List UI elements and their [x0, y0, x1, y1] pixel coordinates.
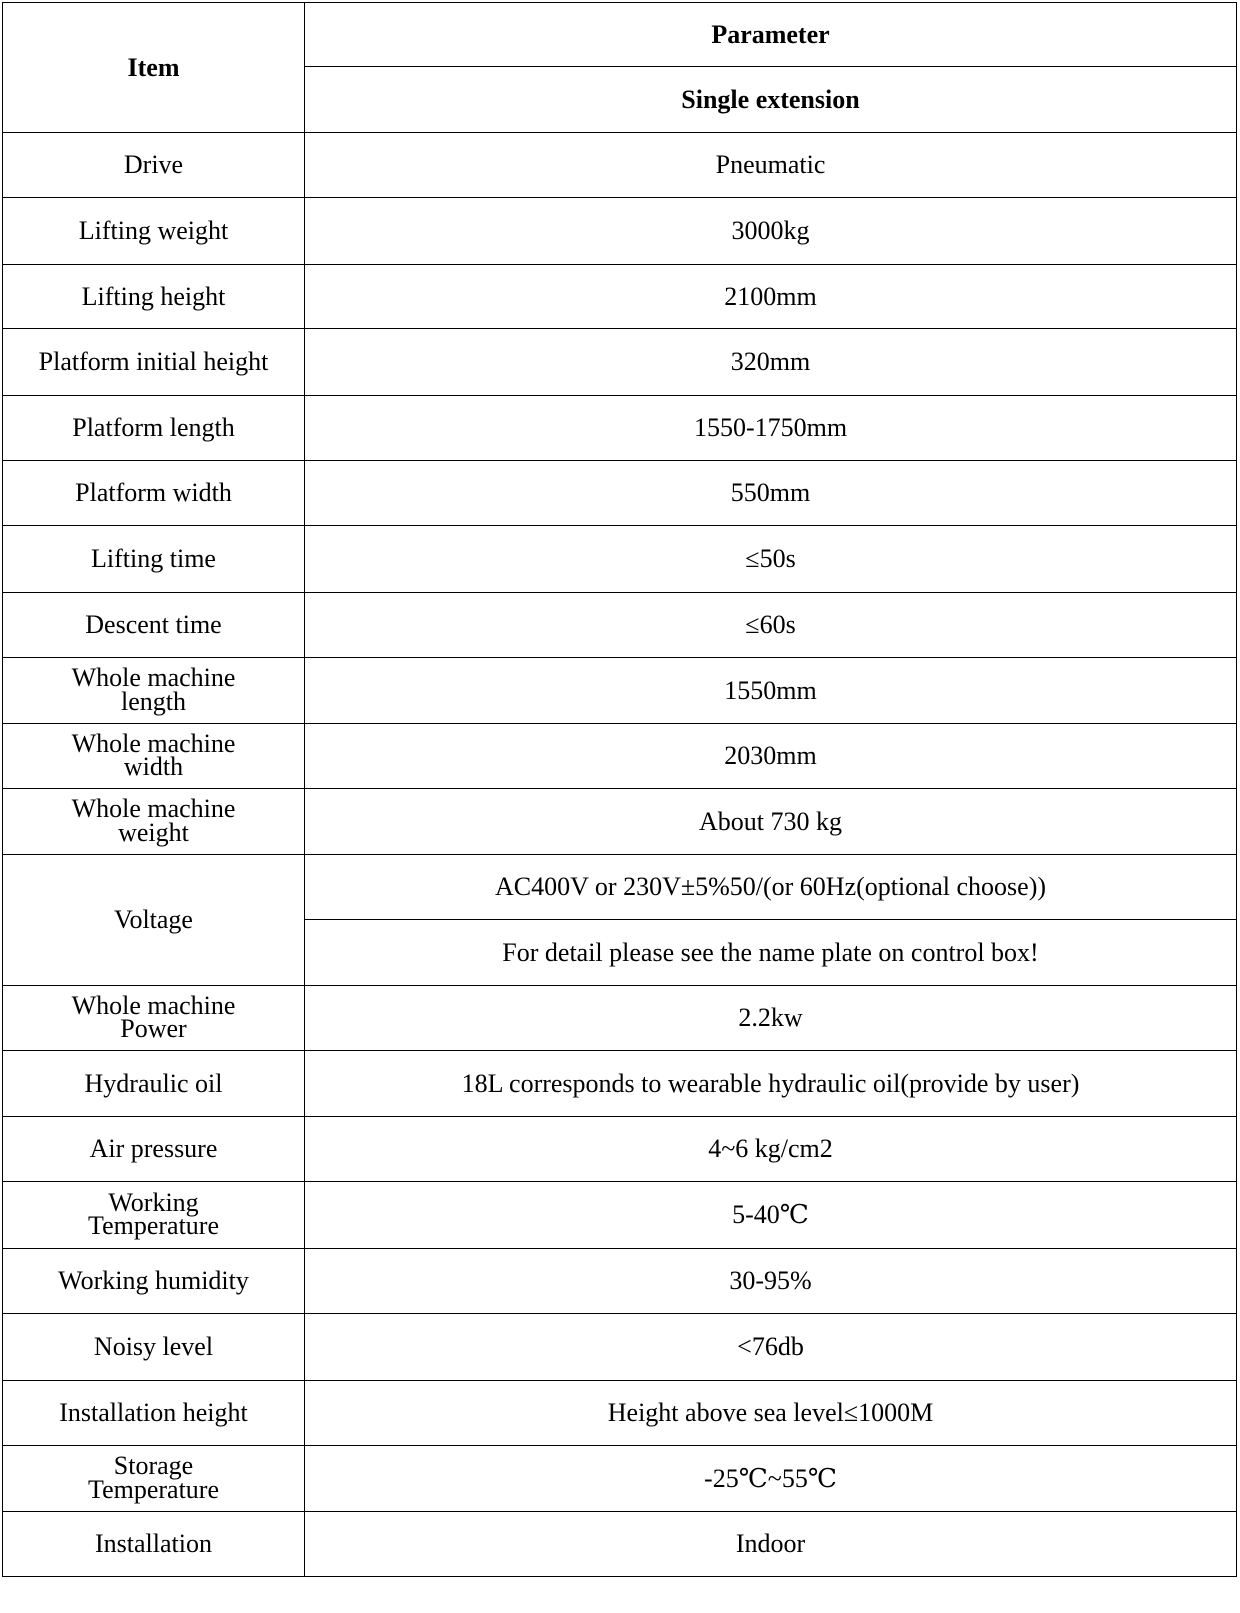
item-cell: Lifting height	[3, 265, 305, 329]
item-cell: Drive	[3, 133, 305, 198]
value-cell: 3000kg	[305, 198, 1237, 265]
item-cell: Installation	[3, 1512, 305, 1577]
table-row	[3, 1249, 1237, 1314]
table-row	[3, 265, 1237, 329]
table-row	[3, 593, 1237, 658]
item-cell	[3, 1446, 305, 1512]
table-row	[3, 526, 1237, 593]
value-cell: 2.2kw	[305, 986, 1237, 1051]
item-cell: Hydraulic oil	[3, 1051, 305, 1117]
item-label: Whole machine Power	[71, 990, 236, 1044]
value-cell: -25℃~55℃	[305, 1446, 1237, 1512]
spec-table	[2, 2, 1237, 1577]
value-cell: Indoor	[305, 1512, 1237, 1577]
header-row	[3, 3, 1237, 67]
item-cell: Platform width	[3, 461, 305, 526]
single-extension-header: Single extension	[305, 67, 1237, 133]
value-cell: Height above sea level≤1000M	[305, 1381, 1237, 1446]
value-cell: 5-40℃	[305, 1182, 1237, 1249]
value-cell: ≤50s	[305, 526, 1237, 593]
value-cell: 2030mm	[305, 724, 1237, 789]
table-row	[3, 1117, 1237, 1182]
table-row	[3, 724, 1237, 789]
value-cell: <76db	[305, 1314, 1237, 1381]
table-row	[3, 198, 1237, 265]
table-row	[3, 396, 1237, 461]
item-cell	[3, 658, 305, 724]
value-cell: About 730 kg	[305, 789, 1237, 855]
item-header: Item	[3, 3, 305, 133]
item-label: Working Temperature	[88, 1187, 219, 1241]
table-row	[3, 789, 1237, 855]
value-cell: 1550-1750mm	[305, 396, 1237, 461]
item-cell: Platform length	[3, 396, 305, 461]
item-cell: Voltage	[3, 855, 305, 986]
item-cell: Platform initial height	[3, 329, 305, 396]
value-cell: AC400V or 230V±5%50/(or 60Hz(optional choose))	[305, 855, 1237, 920]
item-cell: Air pressure	[3, 1117, 305, 1182]
item-label: Whole machine length	[71, 663, 236, 716]
item-cell	[3, 1182, 305, 1249]
table-row	[3, 461, 1237, 526]
parameter-header: Parameter	[305, 3, 1237, 67]
table-row	[3, 1051, 1237, 1117]
item-cell	[3, 789, 305, 855]
item-cell: Descent time	[3, 593, 305, 658]
value-cell: 18L corresponds to wearable hydraulic oil(provide by user)	[305, 1051, 1237, 1117]
item-label: Storage Temperature	[88, 1451, 219, 1504]
value-cell: 2100mm	[305, 265, 1237, 329]
table-row	[3, 1314, 1237, 1381]
item-cell	[3, 986, 305, 1051]
item-label: Whole machine width	[71, 728, 236, 782]
table-row	[3, 329, 1237, 396]
item-cell	[3, 724, 305, 789]
value-cell: 30-95%	[305, 1249, 1237, 1314]
value-cell: 1550mm	[305, 658, 1237, 724]
value-cell: 550mm	[305, 461, 1237, 526]
item-cell: Lifting weight	[3, 198, 305, 265]
value-cell: 320mm	[305, 329, 1237, 396]
table-row	[3, 1446, 1237, 1512]
item-cell: Working humidity	[3, 1249, 305, 1314]
table-row	[3, 855, 1237, 920]
table-row	[3, 1381, 1237, 1446]
item-cell: Lifting time	[3, 526, 305, 593]
item-cell: Noisy level	[3, 1314, 305, 1381]
value-cell: For detail please see the name plate on control box!	[305, 920, 1237, 986]
value-cell: 4~6 kg/cm2	[305, 1117, 1237, 1182]
table-row	[3, 658, 1237, 724]
table-row	[3, 1182, 1237, 1249]
table-row	[3, 1512, 1237, 1577]
value-cell: Pneumatic	[305, 133, 1237, 198]
value-cell: ≤60s	[305, 593, 1237, 658]
table-row	[3, 986, 1237, 1051]
item-cell: Installation height	[3, 1381, 305, 1446]
table-row	[3, 133, 1237, 198]
item-label: Whole machine weight	[71, 794, 236, 847]
